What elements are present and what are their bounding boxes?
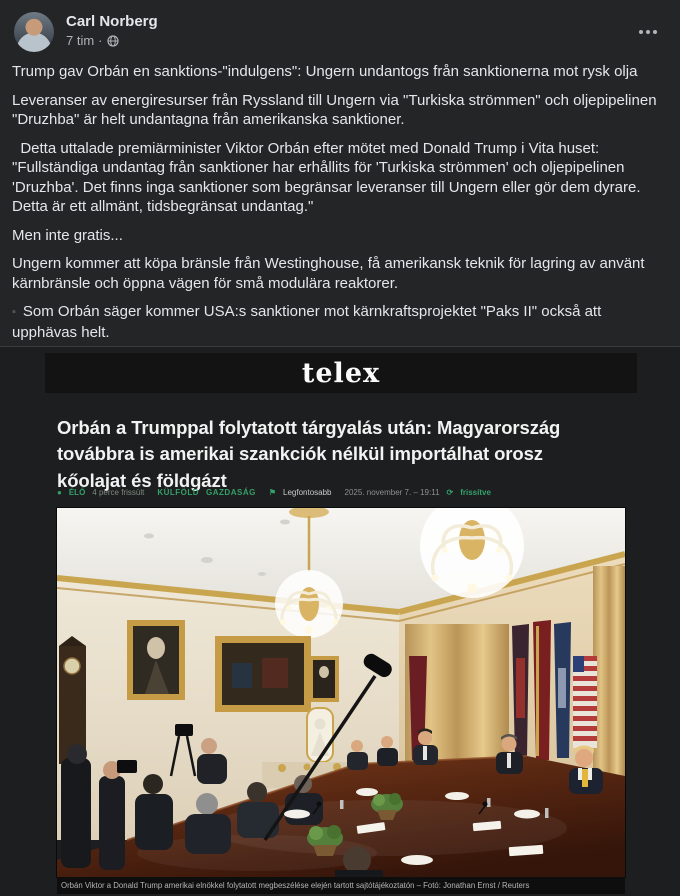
post-paragraph: ▪ Som Orbán säger kommer USA:s sanktioner mot kärnkraftsprojektet "Paks II" också att upphävas helt. bbox=[12, 303, 606, 341]
telex-logo: telex bbox=[301, 357, 381, 389]
article-headline: Orbán a Trumppal folytatott tárgyalás után: Magyarország továbbra is amerikai szankciók nélkül importálhat orosz kőolajat és földgázt bbox=[57, 417, 561, 491]
author-name[interactable]: Carl Norberg bbox=[66, 13, 158, 30]
tag-kulfold: KÜLFÖLD bbox=[157, 488, 200, 497]
live-dot-icon: ● bbox=[57, 488, 62, 497]
updated-label: 4 perce frissült bbox=[92, 488, 145, 497]
article-date: 2025. november 7. – 19:11 bbox=[344, 488, 440, 497]
post-paragraph: Leveranser av energiresurser från Ryssland till Ungern via "Turkiska strömmen" och oljepipelinen "Druzhba" är helt undantagna från amerikanska sanktioner. bbox=[12, 91, 661, 128]
refresh-label: frissítve bbox=[460, 488, 491, 497]
post-paragraph: Trump gav Orbán en sanktions-"indulgens": Ungern undantogs från sanktionerna mot rysk olja bbox=[12, 63, 638, 80]
post-paragraph: Men inte gratis... bbox=[12, 226, 123, 244]
post-paragraph: Ungern kommer att köpa bränsle från Westinghouse, få amerikansk teknik för lagring av använt kärnbränsle och öppna vägen för små modulära reaktorer. bbox=[12, 255, 649, 292]
top-stories-label: Legfontosabb bbox=[283, 488, 332, 497]
telex-site-header bbox=[45, 353, 637, 393]
live-label: ÉLŐ bbox=[68, 488, 86, 497]
article-meta-row bbox=[57, 488, 617, 497]
avatar[interactable] bbox=[14, 12, 54, 52]
flag-icon: ⚑ bbox=[268, 488, 276, 497]
square-bullet-icon: ▪ bbox=[12, 306, 16, 318]
refresh-icon: ⟳ bbox=[446, 488, 454, 497]
attached-article-image[interactable] bbox=[0, 346, 680, 896]
ellipsis-menu-icon[interactable] bbox=[634, 24, 662, 40]
post-meta-line bbox=[66, 33, 119, 48]
tag-gazdasag: GAZDASÁG bbox=[206, 488, 256, 497]
post-paragraph: Detta uttalade premiärminister Viktor Orbán efter mötet med Donald Trump i Vita huset: "Fullständiga undantag från sanktioner har erhållits för 'Turkiska strömmen' och oljepipelinen 'Druzhba'. Det finns inga sanktioner som begränsar leveranser till Ungern eller gör dem dyrare. Detta är ett allmänt, tidsbegränsat undantag." bbox=[12, 139, 645, 215]
article-photo bbox=[57, 508, 625, 877]
dot-separator: · bbox=[98, 33, 103, 48]
post-body bbox=[12, 62, 668, 351]
globe-icon bbox=[107, 35, 119, 47]
post-header bbox=[0, 0, 680, 58]
photo-caption: Orbán Viktor a Donald Trump amerikai elnökkel folytatott megbeszélése elején tartott sajtótájékoztatón – Fotó: Jonathan Ernst / Reuters bbox=[57, 877, 625, 894]
timestamp[interactable]: 7 tim bbox=[66, 33, 95, 48]
